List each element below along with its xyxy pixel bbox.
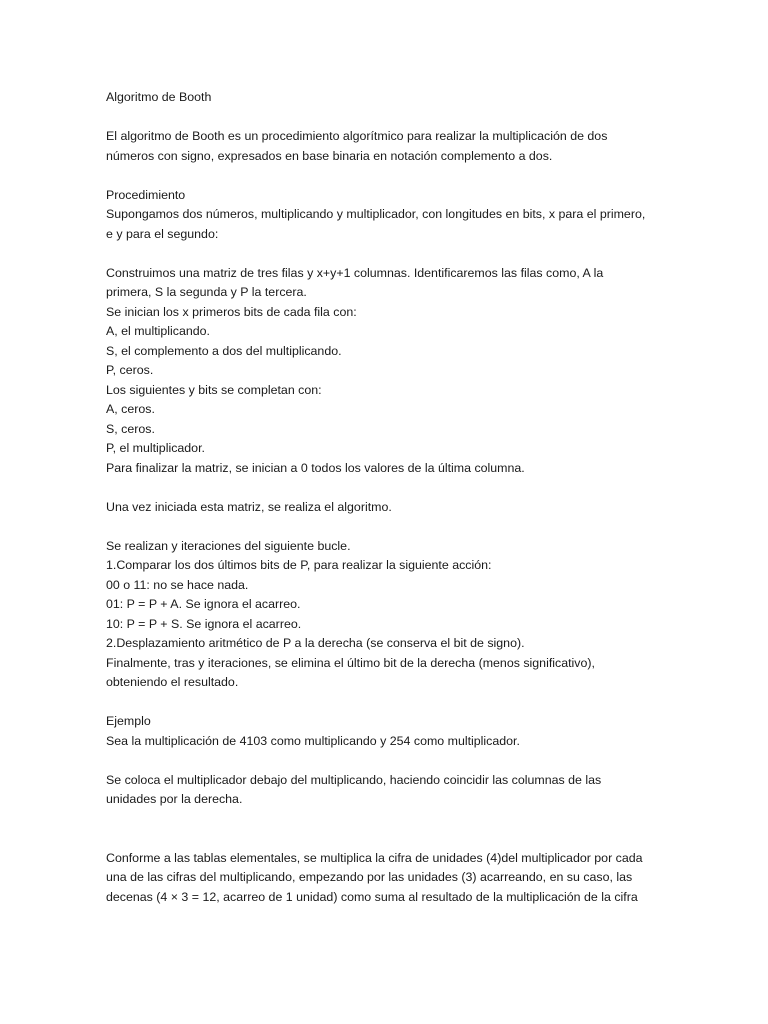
tables-line: decenas (4 × 3 = 12, acarreo de 1 unidad) como suma al resultado de la multiplicación de la cifra — [106, 889, 638, 904]
matrix-line: P, el multiplicador. — [106, 441, 205, 455]
loop-line: 00 o 11: no se hace nada. — [106, 577, 249, 592]
after-matrix-line: Una vez iniciada esta matriz, se realiza el algoritmo. — [106, 499, 392, 514]
procedure-line: e y para el segundo: — [106, 226, 219, 241]
tables-line: Conforme a las tablas elementales, se multiplica la cifra de unidades (4)del multiplicador por cada — [106, 850, 643, 865]
placement-line: unidades por la derecha. — [106, 792, 243, 806]
placement-line: Se coloca el multiplicador debajo del multiplicando, haciendo coincidir las columnas de las — [106, 772, 602, 787]
loop-line: 10: P = P + S. Se ignora el acarreo. — [106, 616, 302, 631]
document-page — [106, 88, 666, 907]
example-line: Sea la multiplicación de 4103 como multiplicando y 254 como multiplicador. — [106, 733, 520, 748]
loop-line: 1.Comparar los dos últimos bits de P, para realizar la siguiente acción: — [106, 558, 492, 572]
matrix-line: Construimos una matriz de tres filas y x+y+1 columnas. Identificaremos las filas como, A la — [106, 265, 604, 280]
matrix-line: Se inician los x primeros bits de cada fila con: — [106, 304, 357, 319]
matrix-line: A, ceros. — [106, 402, 155, 416]
matrix-line: P, ceros. — [106, 363, 154, 377]
matrix-line: Los siguientes y bits se completan con: — [106, 382, 322, 397]
loop-line: 2.Desplazamiento aritmético de P a la derecha (se conserva el bit de signo). — [106, 636, 525, 650]
matrix-line: primera, S la segunda y P la tercera. — [106, 285, 307, 299]
loop-line: 01: P = P + A. Se ignora el acarreo. — [106, 597, 301, 611]
tables-line: una de las cifras del multiplicando, empezando por las unidades (3) acarreando, en su caso, las — [106, 870, 633, 884]
loop-line: Finalmente, tras y iteraciones, se elimina el último bit de la derecha (menos significativo), — [106, 655, 595, 670]
loop-line: Se realizan y iteraciones del siguiente bucle. — [106, 538, 351, 553]
procedure-line: Supongamos dos números, multiplicando y multiplicador, con longitudes en bits, x para el primero, — [106, 207, 646, 221]
matrix-line: Para finalizar la matriz, se inician a 0 todos los valores de la última columna. — [106, 460, 525, 475]
matrix-line: S, ceros. — [106, 421, 155, 436]
intro-line: El algoritmo de Booth es un procedimiento algorítmico para realizar la multiplicación de dos — [106, 129, 608, 143]
matrix-line: S, el complemento a dos del multiplicando. — [106, 343, 342, 358]
matrix-line: A, el multiplicando. — [106, 324, 210, 338]
intro-line: números con signo, expresados en base binaria en notación complemento a dos. — [106, 148, 553, 163]
loop-line: obteniendo el resultado. — [106, 675, 239, 689]
example-heading: Ejemplo — [106, 714, 151, 728]
procedure-heading: Procedimiento — [106, 187, 186, 202]
document-title: Algoritmo de Booth — [106, 90, 212, 104]
